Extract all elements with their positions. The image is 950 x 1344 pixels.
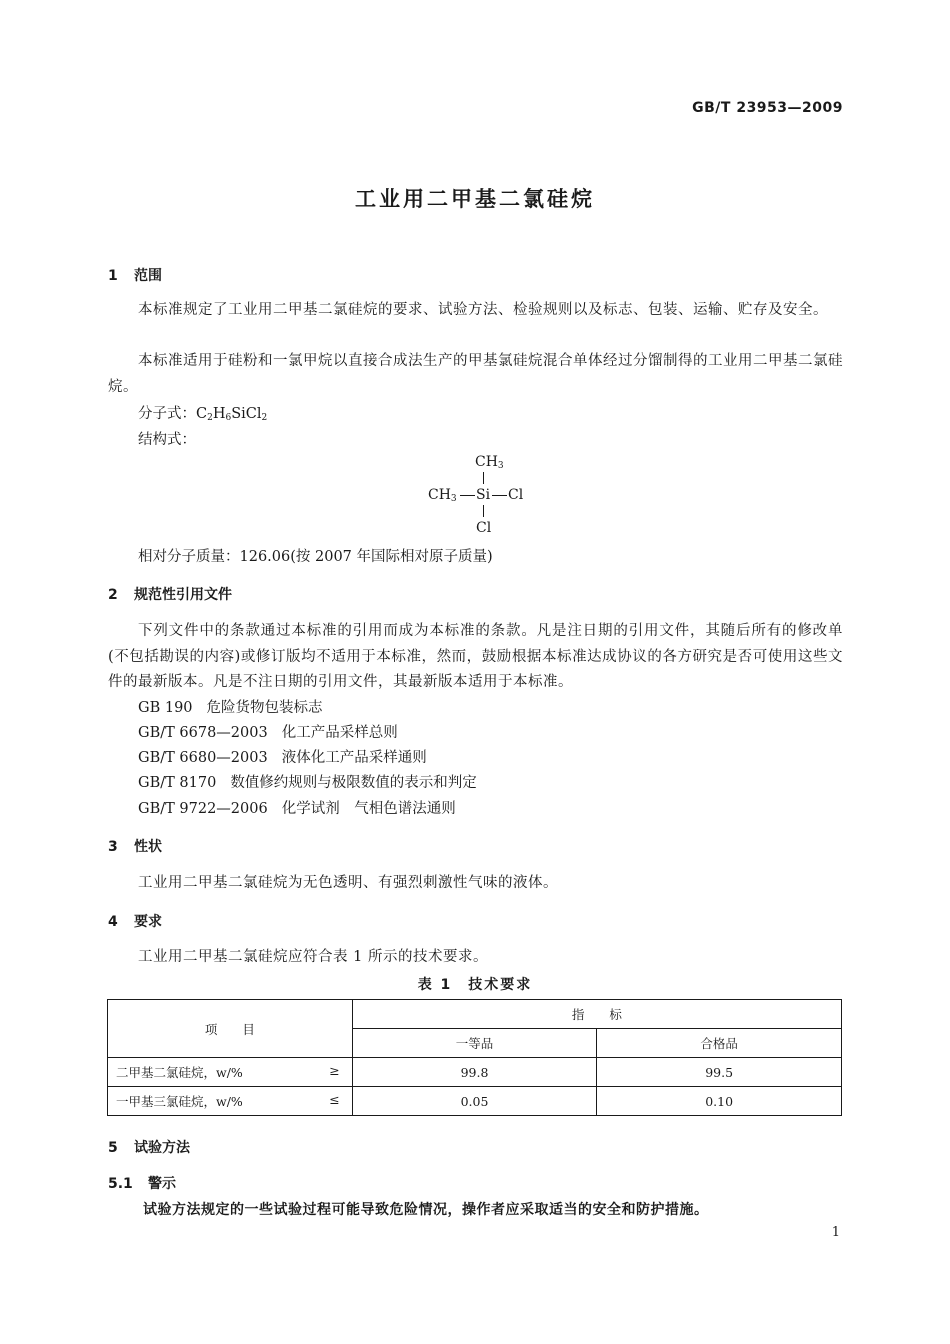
requirements-paragraph: 工业用二甲基二氯硅烷应符合表 1 所示的技术要求。 — [138, 949, 488, 965]
table-cell-item: 二甲基二氯硅烷，w/% ≥ — [108, 1058, 353, 1087]
table-row — [108, 1058, 842, 1087]
reference-item — [138, 746, 427, 767]
reference-code: GB/T 6678—2003 — [138, 725, 268, 741]
reference-code: GB/T 9722—2006 — [138, 801, 268, 817]
struct-left-group: $CH_3$ — [428, 487, 457, 504]
section-number: 4 — [108, 914, 118, 930]
scope-paragraph-2: 本标准适用于硅粉和一氯甲烷以直接合成法生产的甲基氯硅烷混合单体经过分馏制得的工业用二甲基二氯硅烷。 — [108, 353, 843, 395]
reference-code: GB 190 — [138, 700, 193, 716]
section-title: 范围 — [134, 268, 162, 284]
reference-title: 化工产品采样总则 — [281, 725, 398, 741]
table-header-grade-1: 一等品 — [352, 1029, 597, 1058]
section-5-heading — [108, 1137, 190, 1157]
molecular-formula: 分子式：$C_2H_6SiCl_2$ — [138, 406, 268, 423]
section-1-heading — [108, 265, 162, 285]
references-paragraph: 下列文件中的条款通过本标准的引用而成为本标准的条款。凡是注日期的引用文件，其随后所有的修改单(不包括勘误的内容)或修订版均不适用于本标准，然而，鼓励根据本标准达成协议的各方研究是否可使用这些文件的最新版本。凡是不注日期的引用文件，其最新版本适用于本标准。 — [108, 623, 843, 690]
table-cell-value: 0.10 — [597, 1087, 842, 1116]
table-cell-item: 一甲基三氯硅烷，w/% ≤ — [108, 1087, 353, 1116]
section-title: 规范性引用文件 — [134, 587, 232, 603]
section-2-heading — [108, 584, 232, 604]
technical-requirements-table — [107, 999, 842, 1116]
subsection-number: 5.1 — [108, 1176, 133, 1192]
comparison-symbol: ≥ — [329, 1063, 340, 1078]
table-header-grade-2: 合格品 — [597, 1029, 842, 1058]
reference-item — [138, 721, 398, 742]
section-4-heading — [108, 911, 162, 931]
reference-code: GB/T 8170 — [138, 775, 217, 791]
section-number: 2 — [108, 587, 118, 603]
reference-title: 化学试剂 气相色谱法通则 — [281, 801, 456, 817]
bond-right — [492, 495, 507, 496]
bond-top — [483, 472, 484, 484]
page-number: 1 — [831, 1225, 840, 1240]
properties-paragraph: 工业用二甲基二氯硅烷为无色透明、有强烈刺激性气味的液体。 — [138, 875, 558, 891]
subsection-title: 警示 — [148, 1176, 176, 1192]
table-caption: 表 1 技术要求 — [417, 977, 533, 993]
bond-left — [460, 495, 475, 496]
reference-title: 液体化工产品采样通则 — [281, 750, 427, 766]
safety-warning: 试验方法规定的一些试验过程可能导致危险情况，操作者应采取适当的安全和防护措施。 — [143, 1202, 709, 1218]
table-cell-value: 0.05 — [352, 1087, 597, 1116]
table-row — [108, 1087, 842, 1116]
struct-center-atom: Si — [476, 487, 491, 503]
comparison-symbol: ≤ — [329, 1092, 340, 1107]
reference-item — [138, 797, 456, 818]
standard-code: GB/T 23953—2009 — [692, 100, 843, 116]
reference-code: GB/T 6680—2003 — [138, 750, 268, 766]
document-title: 工业用二甲基二氯硅烷 — [355, 187, 595, 211]
struct-top-group: $CH_3$ — [475, 454, 504, 471]
section-number: 1 — [108, 268, 118, 284]
reference-title: 危险货物包装标志 — [206, 700, 323, 716]
table-cell-value: 99.8 — [352, 1058, 597, 1087]
section-title: 性状 — [134, 839, 162, 855]
subsection-5-1-heading — [108, 1173, 176, 1193]
reference-item — [138, 771, 477, 792]
bond-bottom — [483, 505, 484, 517]
reference-title: 数值修约规则与极限数值的表示和判定 — [230, 775, 477, 791]
section-3-heading — [108, 836, 162, 856]
section-title: 试验方法 — [134, 1140, 190, 1156]
section-number: 5 — [108, 1140, 118, 1156]
molecular-mass: 相对分子质量：126.06(按 2007 年国际相对原子质量) — [138, 549, 493, 565]
table-header-item: 项 目 — [108, 1000, 353, 1058]
structure-label: 结构式： — [138, 432, 196, 448]
scope-paragraph-1: 本标准规定了工业用二甲基二氯硅烷的要求、试验方法、检验规则以及标志、包装、运输、贮存及安全。 — [138, 302, 828, 318]
table-cell-value: 99.5 — [597, 1058, 842, 1087]
section-title: 要求 — [134, 914, 162, 930]
section-number: 3 — [108, 839, 118, 855]
struct-right-group: Cl — [508, 487, 524, 503]
reference-item — [138, 696, 323, 717]
struct-bottom-group: Cl — [476, 520, 492, 536]
formula-label: 分子式： — [138, 406, 196, 422]
table-header-index: 指 标 — [352, 1000, 841, 1029]
